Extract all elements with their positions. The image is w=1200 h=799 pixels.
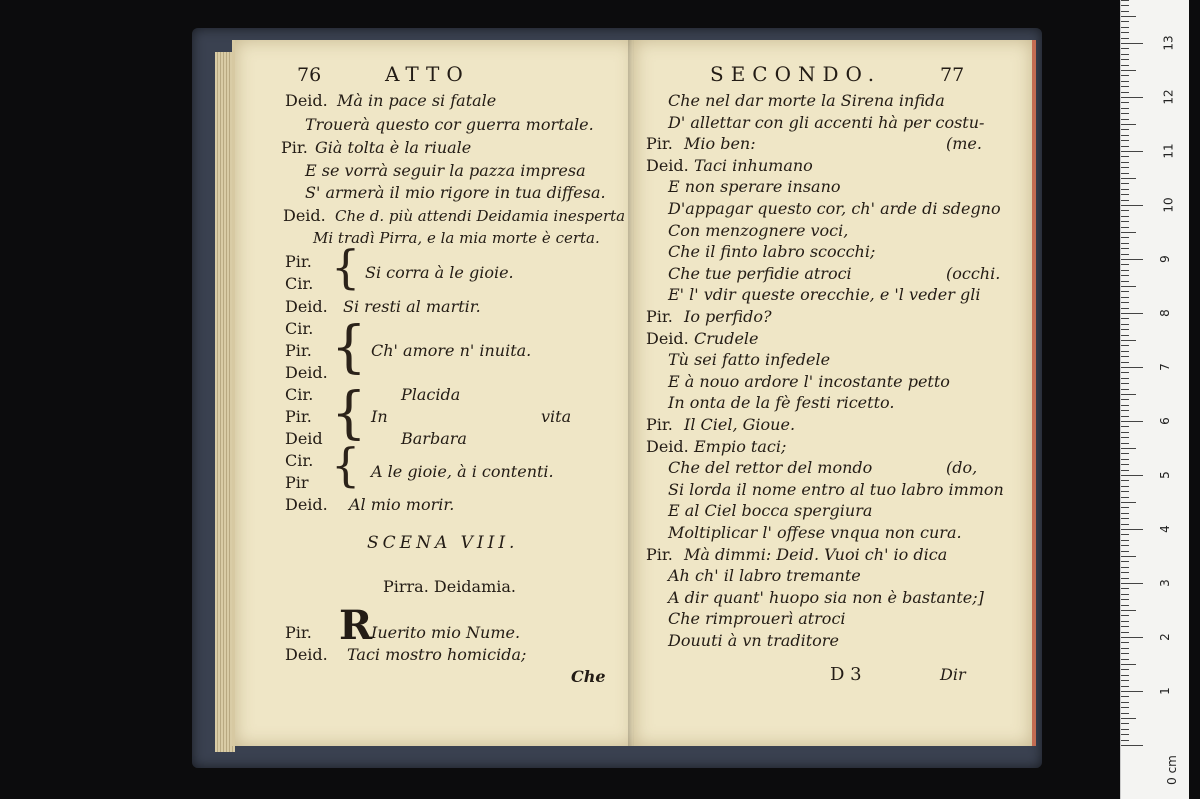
ruler-tick — [1121, 497, 1129, 498]
verse-line: Mio ben: — [684, 134, 756, 154]
ruler-number: 13 — [1161, 35, 1176, 51]
verse-line: D' allettar con gli accenti hà per costu- — [668, 112, 985, 132]
ruler-tick — [1121, 453, 1129, 454]
ruler-tick — [1121, 210, 1129, 211]
ruler-tick — [1121, 740, 1129, 741]
ruler-tick — [1121, 729, 1129, 730]
ruler-tick — [1121, 178, 1136, 179]
ruler-tick — [1121, 65, 1129, 66]
ruler-tick — [1121, 696, 1129, 697]
verse-line: Al mio morir. — [349, 495, 455, 514]
ruler-tick — [1121, 124, 1136, 125]
speaker-label: Pir. — [281, 138, 308, 157]
ruler-tick — [1121, 102, 1129, 103]
ruler-tick — [1121, 686, 1129, 687]
ruler-tick — [1121, 129, 1129, 130]
ruler-tick — [1121, 48, 1129, 49]
verse-line: Moltiplicar l' offese vnqua non cura. — [668, 523, 962, 542]
speaker-label: Pir. — [646, 415, 673, 434]
verse-word: In — [371, 407, 388, 426]
ruler-tick — [1121, 216, 1129, 217]
ruler-tick — [1121, 97, 1143, 98]
verse-line: Si corra à le gioie. — [365, 263, 514, 282]
ruler-tick — [1121, 92, 1129, 93]
ruler-tick — [1121, 345, 1129, 346]
speaker-label: Deid. — [285, 297, 328, 316]
verse-line: Crudele — [694, 328, 759, 348]
ruler-tick — [1121, 11, 1129, 12]
verse-line: Mà dimmi: Deid. Vuoi ch' io dica — [684, 544, 948, 564]
ruler-tick — [1121, 513, 1129, 514]
ruler-tick — [1121, 119, 1129, 120]
ruler-number: 12 — [1161, 89, 1176, 105]
verse-line-turnover: (me. — [946, 134, 982, 154]
measurement-ruler — [1120, 0, 1189, 799]
verse-line: Mà in pace si fatale — [337, 91, 497, 110]
ruler-number: 4 — [1157, 525, 1172, 533]
ruler-number: 11 — [1161, 143, 1176, 159]
ruler-tick — [1121, 270, 1129, 271]
ruler-tick — [1121, 383, 1129, 384]
ruler-tick — [1121, 713, 1129, 714]
ruler-tick — [1121, 232, 1136, 233]
ruler-number: 10 — [1161, 197, 1176, 213]
ruler-number: 9 — [1157, 255, 1172, 263]
ruler-tick — [1121, 254, 1129, 255]
speaker-label: Pir. — [646, 134, 673, 154]
verse-line: Trouerà questo cor guerra mortale. — [305, 115, 594, 134]
ruler-tick — [1121, 648, 1129, 649]
verse-line: Si resti al martir. — [343, 297, 481, 316]
ruler-tick — [1121, 27, 1129, 28]
speaker-label: Cir. — [285, 319, 314, 338]
verse-line: Ah ch' il labro tremante — [668, 566, 861, 586]
ruler-tick — [1121, 621, 1129, 622]
ruler-tick — [1121, 264, 1129, 265]
verse-line: Si lorda il nome entro al tuo labro immon — [668, 479, 1004, 499]
speaker-label: Deid — [285, 429, 323, 448]
drop-capital: R — [339, 602, 373, 649]
ruler-tick — [1121, 156, 1129, 157]
ruler-number: 6 — [1157, 417, 1172, 425]
verse-word: vita — [541, 407, 572, 426]
ruler-tick — [1121, 416, 1129, 417]
verse-line: Mi tradì Pirra, e la mia morte è certa. — [313, 229, 600, 247]
ruler-tick — [1121, 405, 1129, 406]
ruler-tick — [1121, 534, 1129, 535]
ruler-tick — [1121, 437, 1129, 438]
verse-line: In onta de la fè festi ricetto. — [668, 393, 895, 413]
ruler-tick — [1121, 335, 1129, 336]
verse-line: A le gioie, à i contenti. — [371, 462, 554, 481]
speaker-label: Cir. — [285, 274, 314, 293]
verse-line: Taci mostro homicida; — [347, 645, 527, 664]
ruler-tick — [1121, 308, 1129, 309]
verse-line: E non sperare insano — [668, 177, 841, 197]
ruler-tick — [1121, 669, 1129, 670]
ruler-tick — [1121, 43, 1143, 44]
ruler-tick — [1121, 572, 1129, 573]
verse-line: E à nouo ardore l' incostante petto — [668, 371, 950, 391]
ruler-tick — [1121, 173, 1129, 174]
ruler-tick — [1121, 448, 1136, 449]
ruler-tick — [1121, 632, 1129, 633]
speaker-label: Deid. — [285, 91, 328, 110]
ruler-tick — [1121, 135, 1129, 136]
verse-line: E' l' vdir queste orecchie, e 'l veder gli — [668, 285, 981, 305]
verse-line: E al Ciel bocca spergiura — [668, 501, 873, 521]
verse-line: Che rimprouerì atroci — [668, 609, 846, 629]
left-page — [232, 40, 635, 746]
ruler-tick — [1121, 610, 1136, 611]
ruler-tick — [1121, 167, 1129, 168]
verse-line: Che tue perfidie atroci — [668, 263, 852, 283]
scene-heading: SCENA VIII. — [367, 533, 519, 553]
verse-word: Barbara — [401, 429, 467, 448]
speaker-label: Pir. — [285, 623, 312, 642]
ruler-tick — [1121, 594, 1129, 595]
ruler-tick — [1121, 313, 1143, 314]
ruler-tick — [1121, 399, 1129, 400]
ruler-tick — [1121, 480, 1129, 481]
ruler-tick — [1121, 248, 1129, 249]
verse-line-turnover: (do, — [946, 458, 978, 478]
ruler-tick — [1121, 507, 1129, 508]
ruler-number: 5 — [1157, 471, 1172, 479]
speaker-label: Deid. — [646, 436, 689, 456]
ruler-tick — [1121, 362, 1129, 363]
ruler-tick — [1121, 745, 1143, 746]
ruler-tick — [1121, 38, 1129, 39]
speaker-label: Cir. — [285, 451, 314, 470]
ruler-tick — [1121, 0, 1129, 1]
speaker-label: Pir — [285, 473, 309, 492]
brace-glyph: { — [331, 315, 367, 380]
speaker-label: Deid. — [285, 495, 328, 514]
page-number: 77 — [940, 64, 965, 86]
ruler-number: 3 — [1157, 579, 1172, 587]
ruler-tick — [1121, 675, 1129, 676]
ruler-tick — [1121, 659, 1129, 660]
speaker-label: Deid. — [283, 206, 326, 225]
brace-glyph: { — [331, 240, 361, 294]
ruler-tick — [1121, 443, 1129, 444]
speaker-label: Pir. — [285, 252, 312, 271]
ruler-tick — [1121, 146, 1129, 147]
ruler-tick — [1121, 421, 1143, 422]
ruler-tick — [1121, 605, 1129, 606]
ruler-tick — [1121, 189, 1129, 190]
verse-line: Già tolta è la riuale — [315, 138, 472, 157]
ruler-tick — [1121, 734, 1129, 735]
scene-characters: Pirra. Deidamia. — [383, 577, 516, 596]
verse-line: Iuerito mio Nume. — [371, 623, 521, 642]
ruler-tick — [1121, 583, 1143, 584]
speaker-label: Pir. — [285, 407, 312, 426]
ruler-tick — [1121, 567, 1129, 568]
ruler-tick — [1121, 21, 1129, 22]
verse-line: E se vorrà seguir la pazza impresa — [305, 161, 586, 180]
ruler-tick — [1121, 140, 1129, 141]
ruler-tick — [1121, 459, 1129, 460]
page-number: 76 — [297, 64, 322, 86]
ruler-tick — [1121, 151, 1143, 152]
ruler-tick — [1121, 389, 1129, 390]
verse-line-turnover: (occhi. — [946, 263, 1001, 283]
ruler-tick — [1121, 378, 1129, 379]
ruler-tick — [1121, 470, 1129, 471]
speaker-label: Pir. — [646, 544, 673, 564]
ruler-number: 2 — [1157, 633, 1172, 641]
ruler-tick — [1121, 626, 1129, 627]
brace-glyph: { — [331, 438, 361, 492]
verse-line: Douuti à vn traditore — [668, 631, 839, 650]
ruler-tick — [1121, 340, 1136, 341]
ruler-tick — [1121, 324, 1129, 325]
ruler-tick — [1121, 588, 1129, 589]
ruler-tick — [1121, 545, 1129, 546]
ruler-tick — [1121, 540, 1129, 541]
ruler-tick — [1121, 183, 1129, 184]
catchword: Che — [571, 667, 606, 686]
ruler-tick — [1121, 578, 1129, 579]
ruler-tick — [1121, 410, 1129, 411]
verse-line: Tù sei fatto infedele — [668, 350, 831, 370]
ruler-tick — [1121, 653, 1129, 654]
ruler-tick — [1121, 194, 1129, 195]
verse-word: Placida — [401, 385, 461, 404]
ruler-tick — [1121, 221, 1129, 222]
ruler-tick — [1121, 108, 1129, 109]
ruler-tick — [1121, 691, 1143, 692]
running-head: SECONDO. — [710, 62, 882, 86]
ruler-tick — [1121, 372, 1129, 373]
ruler-tick — [1121, 54, 1129, 55]
verse-line: S' armerà il mio rigore in tua diffesa. — [305, 183, 606, 202]
ruler-tick — [1121, 491, 1129, 492]
ruler-tick — [1121, 329, 1129, 330]
speaker-label: Deid. — [285, 363, 328, 382]
ruler-tick — [1121, 75, 1129, 76]
ruler-tick — [1121, 486, 1129, 487]
ruler-tick — [1121, 464, 1129, 465]
verse-line: Ch' amore n' inuita. — [371, 341, 532, 360]
speaker-label: Deid. — [646, 328, 689, 348]
verse-line: D'appagar questo cor, ch' arde di sdegno — [668, 199, 1001, 218]
ruler-tick — [1121, 518, 1129, 519]
ruler-tick — [1121, 281, 1129, 282]
ruler-tick — [1121, 642, 1129, 643]
ruler-tick — [1121, 680, 1129, 681]
ruler-tick — [1121, 475, 1143, 476]
ruler-tick — [1121, 502, 1136, 503]
ruler-tick — [1121, 32, 1129, 33]
ruler-tick — [1121, 394, 1136, 395]
ruler-tick — [1121, 556, 1136, 557]
right-page — [634, 40, 1036, 746]
ruler-tick — [1121, 237, 1129, 238]
ruler-tick — [1121, 351, 1129, 352]
ruler-tick — [1121, 59, 1129, 60]
speaker-label: Deid. — [285, 645, 328, 664]
verse-line: Empio taci; — [694, 436, 787, 456]
ruler-tick — [1121, 162, 1129, 163]
ruler-tick — [1121, 637, 1143, 638]
verse-line: Il Ciel, Gioue. — [684, 415, 796, 434]
verse-line: Che del rettor del mondo — [668, 458, 873, 478]
ruler-tick — [1121, 707, 1129, 708]
ruler-tick — [1121, 718, 1136, 719]
ruler-tick — [1121, 723, 1129, 724]
signature-mark: D 3 — [830, 664, 862, 685]
ruler-tick — [1121, 113, 1129, 114]
ruler-tick — [1121, 243, 1129, 244]
ruler-tick — [1121, 426, 1129, 427]
ruler-tick — [1121, 551, 1129, 552]
ruler-tick — [1121, 259, 1143, 260]
ruler-tick — [1121, 16, 1136, 17]
ruler-tick — [1121, 432, 1129, 433]
ruler-number: 8 — [1157, 309, 1172, 317]
speaker-label: Deid. — [646, 155, 689, 175]
verse-line: A dir quant' huopo sia non è bastante;] — [668, 587, 984, 607]
ruler-tick — [1121, 529, 1143, 530]
verse-line: Io perfido? — [684, 307, 772, 326]
ruler-tick — [1121, 561, 1129, 562]
ruler-unit-label: 0 cm — [1164, 755, 1179, 785]
ruler-tick — [1121, 367, 1143, 368]
ruler-number: 1 — [1157, 687, 1172, 695]
ruler-tick — [1121, 524, 1129, 525]
ruler-tick — [1121, 205, 1143, 206]
ruler-tick — [1121, 86, 1129, 87]
ruler-tick — [1121, 599, 1129, 600]
ruler-tick — [1121, 702, 1129, 703]
ruler-tick — [1121, 200, 1129, 201]
speaker-label: Pir. — [285, 341, 312, 360]
ruler-tick — [1121, 275, 1129, 276]
ruler-tick — [1121, 318, 1129, 319]
ruler-tick — [1121, 5, 1129, 6]
brace-glyph: { — [331, 381, 367, 446]
verse-line: Taci inhumano — [694, 155, 813, 175]
speaker-label: Pir. — [646, 307, 673, 326]
verse-line: Che d. più attendi Deidamia inesperta — [335, 207, 626, 225]
ruler-tick — [1121, 302, 1129, 303]
verse-line: Che il finto labro scocchi; — [668, 242, 876, 262]
ruler-tick — [1121, 81, 1129, 82]
ruler-tick — [1121, 356, 1129, 357]
running-head: ATTO — [385, 62, 470, 86]
ruler-tick — [1121, 664, 1136, 665]
ruler-tick — [1121, 227, 1129, 228]
speaker-label: Cir. — [285, 385, 314, 404]
ruler-tick — [1121, 286, 1136, 287]
ruler-tick — [1121, 70, 1136, 71]
ruler-tick — [1121, 297, 1129, 298]
ruler-number: 7 — [1157, 363, 1172, 371]
verse-line: Con menzognere voci, — [668, 220, 849, 240]
verse-line: Che nel dar morte la Sirena infida — [668, 91, 945, 110]
catchword: Dir — [940, 665, 966, 684]
ruler-tick — [1121, 291, 1129, 292]
ruler-tick — [1121, 615, 1129, 616]
